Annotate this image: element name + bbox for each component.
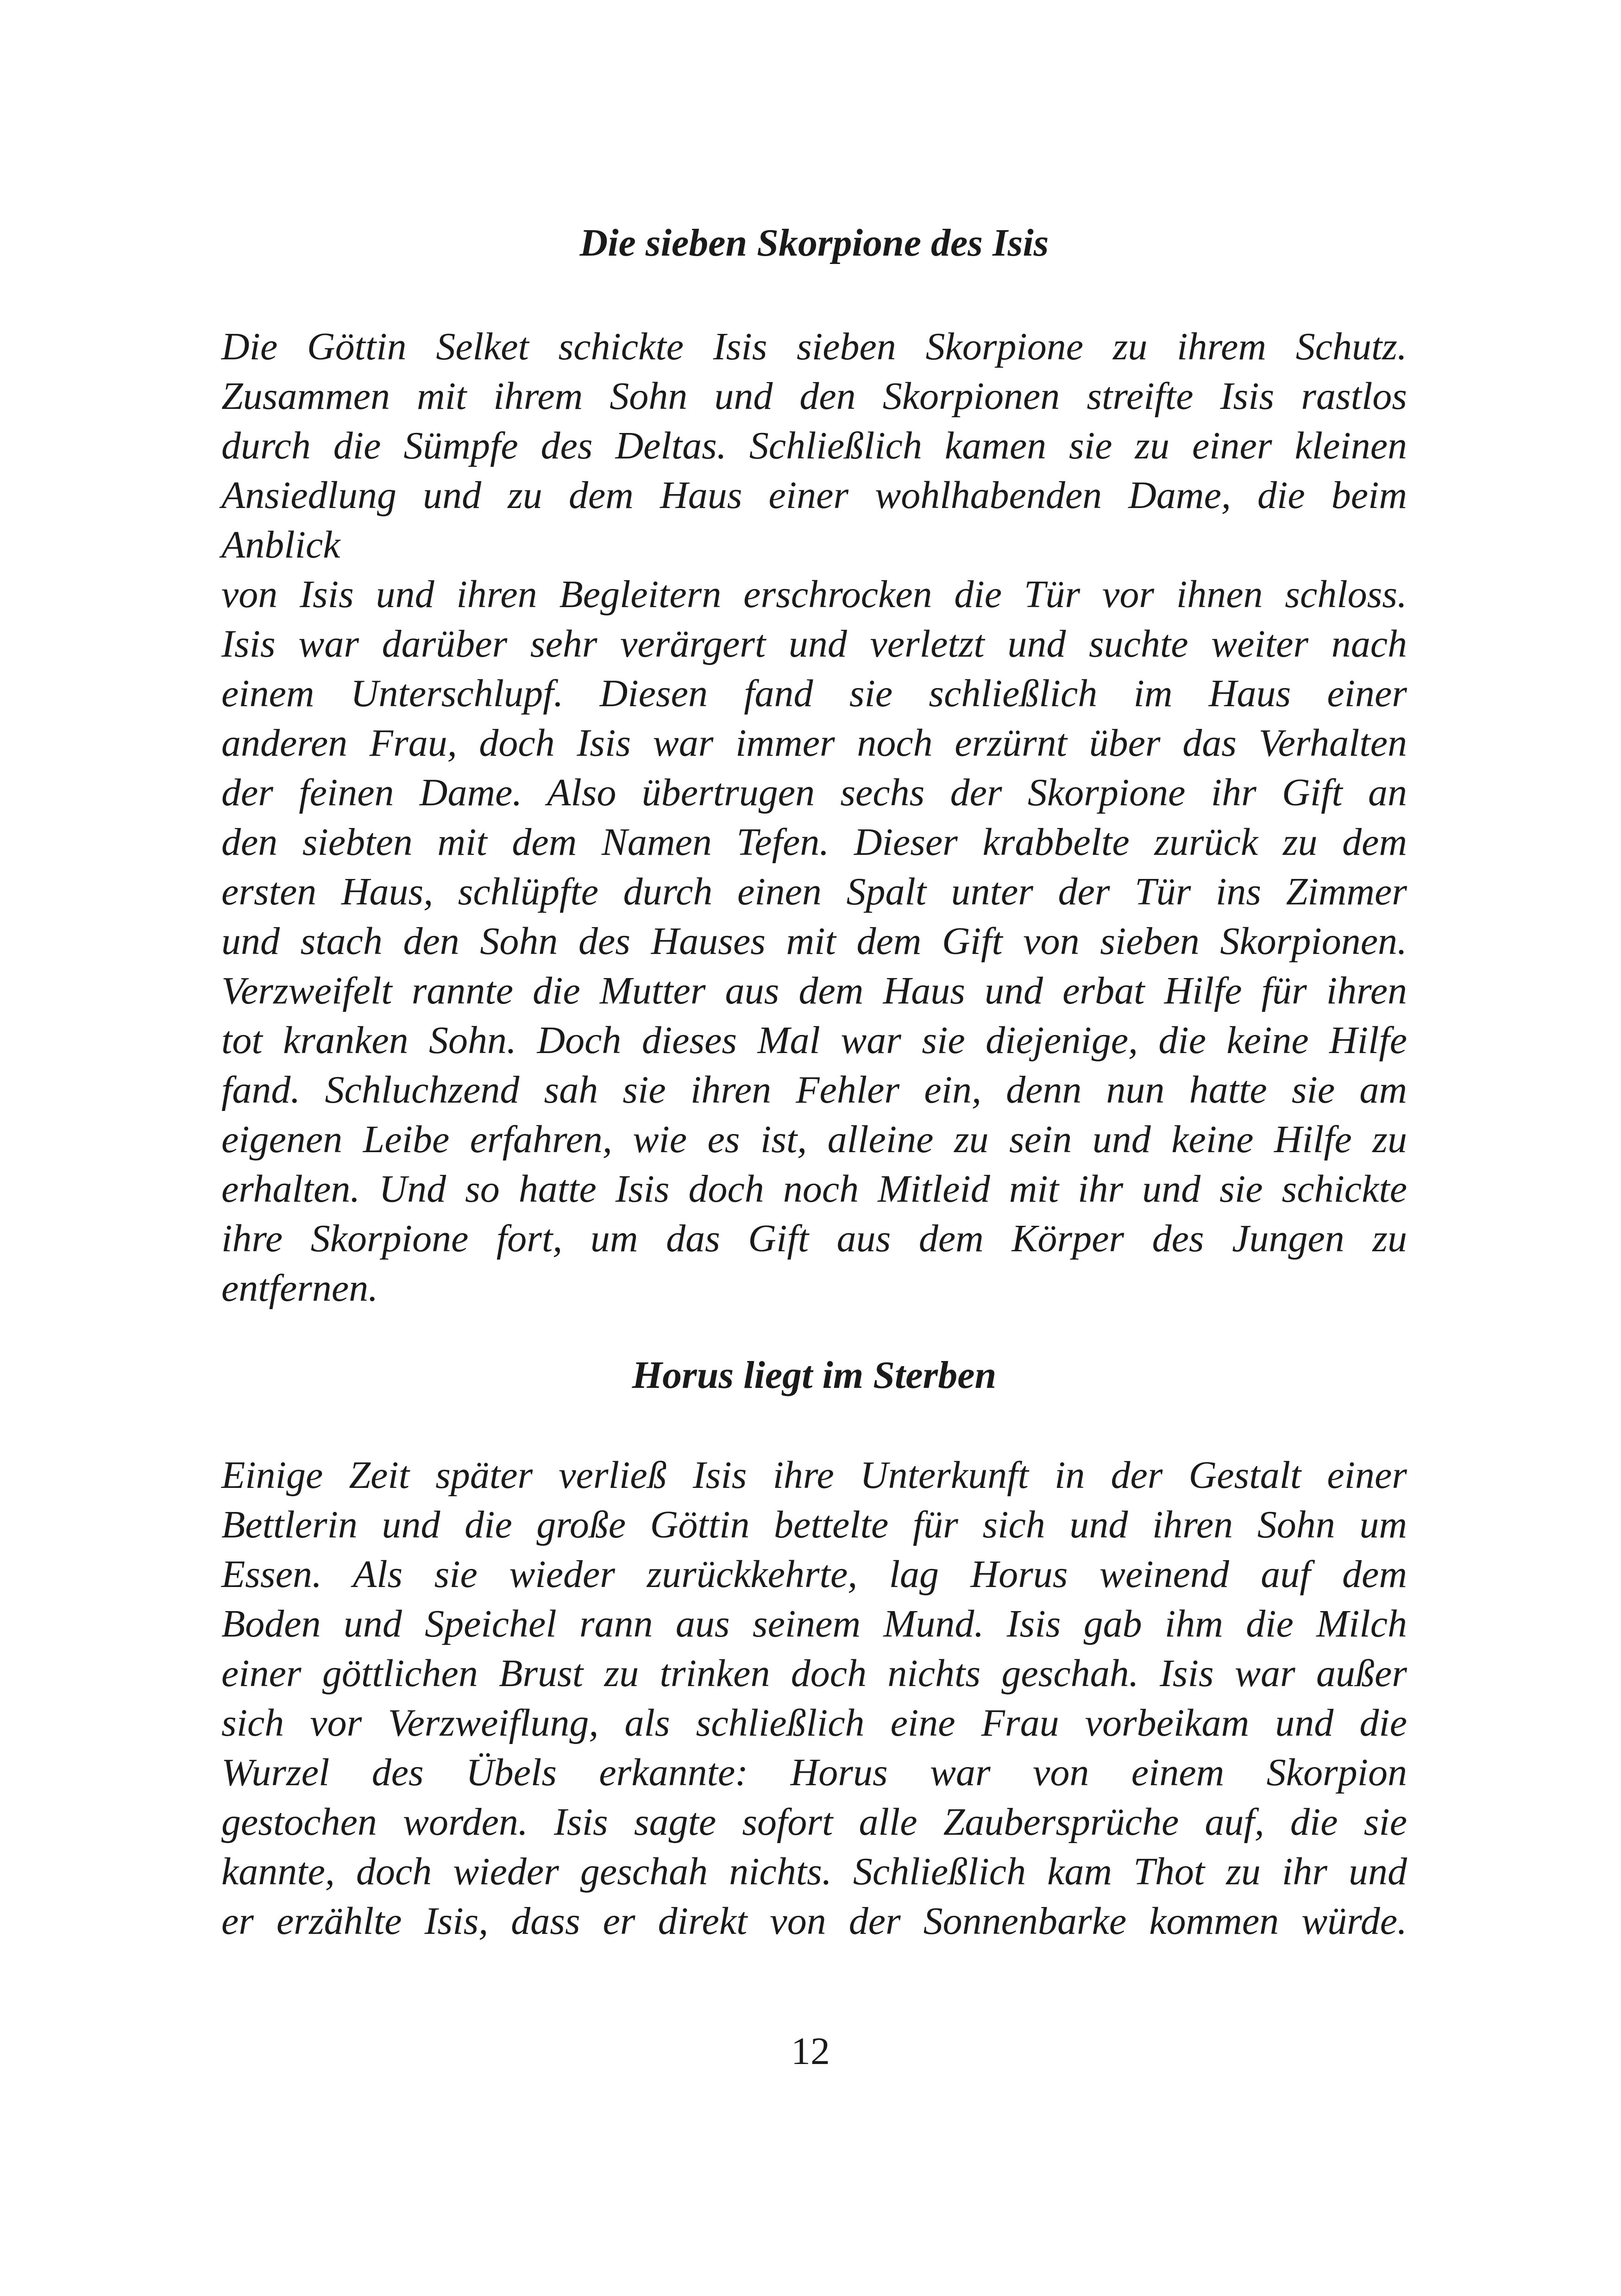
section-heading: Horus liegt im Sterben [632,1354,997,1397]
body-line: Bettlerin und die große Göttin bettelte für sich und ihren Sohn um [221,1503,1407,1546]
body-line: einer göttlichen Brust zu trinken doch nichts geschah. Isis war außer [221,1652,1407,1695]
section-horus [221,1352,1407,1946]
body-line: kannte, doch wieder geschah nichts. Schließlich kam Thot zu ihr und [221,1850,1407,1893]
body-line: Einige Zeit später verließ Isis ihre Unterkunft in der Gestalt einer [221,1454,1407,1497]
body-line: den siebten mit dem Namen Tefen. Dieser krabbelte zurück zu dem [221,821,1407,864]
body-line: fand. Schluchzend sah sie ihren Fehler ein, denn nun hatte sie am [221,1068,1407,1111]
body-line: Die Göttin Selket schickte Isis sieben Skorpione zu ihrem Schutz. [221,325,1407,368]
body-line: entfernen. [221,1267,378,1310]
body-line: Verzweifelt rannte die Mutter aus dem Haus und erbat Hilfe für ihren [221,969,1407,1012]
section-heading: Die sieben Skorpione des Isis [579,221,1049,264]
body-line: Essen. Als sie wieder zurückkehrte, lag Horus weinend auf dem [221,1553,1407,1596]
body-line: ihre Skorpione fort, um das Gift aus dem Körper des Jungen zu [221,1217,1407,1260]
body-line: eigenen Leibe erfahren, wie es ist, alleine zu sein und keine Hilfe zu [221,1118,1407,1161]
body-line: Boden und Speichel rann aus seinem Mund. Isis gab ihm die Milch [221,1602,1407,1645]
section-skorpione [221,220,1407,1313]
body-line: Wurzel des Übels erkannte: Horus war von einem Skorpion [221,1751,1407,1794]
body-line: der feinen Dame. Also übertrugen sechs der Skorpione ihr Gift an [221,771,1407,814]
body-line: sich vor Verzweiflung, als schließlich eine Frau vorbeikam und die [221,1701,1407,1744]
body-line: tot kranken Sohn. Doch dieses Mal war sie diejenige, die keine Hilfe [221,1019,1407,1062]
body-line: gestochen worden. Isis sagte sofort alle Zaubersprüche auf, die sie [221,1800,1407,1844]
body-line: Isis war darüber sehr verärgert und verletzt und suchte weiter nach [221,622,1407,665]
page-number: 12 [791,2030,830,2073]
body-line: Ansiedlung und zu dem Haus einer wohlhabenden Dame, die beim [221,474,1407,517]
body-line: anderen Frau, doch Isis war immer noch erzürnt über das Verhalten [221,721,1407,765]
body-line: Zusammen mit ihrem Sohn und den Skorpionen streifte Isis rastlos [221,375,1407,418]
body-line: einem Unterschlupf. Diesen fand sie schließlich im Haus einer [221,672,1407,715]
section-body [221,322,1407,1313]
body-line: ersten Haus, schlüpfte durch einen Spalt unter der Tür ins Zimmer [221,870,1407,913]
body-line: und stach den Sohn des Hauses mit dem Gift von sieben Skorpionen. [221,920,1407,963]
body-line: er erzählte Isis, dass er direkt von der Sonnenbarke kommen würde. [221,1900,1407,1943]
section-body [221,1450,1407,1946]
body-line: durch die Sümpfe des Deltas. Schließlich kamen sie zu einer kleinen [221,424,1407,467]
body-line: erhalten. Und so hatte Isis doch noch Mitleid mit ihr und sie schickte [221,1167,1407,1211]
body-line: von Isis und ihren Begleitern erschrocken die Tür vor ihnen schloss. [221,573,1407,616]
body-line: Anblick [221,523,340,566]
